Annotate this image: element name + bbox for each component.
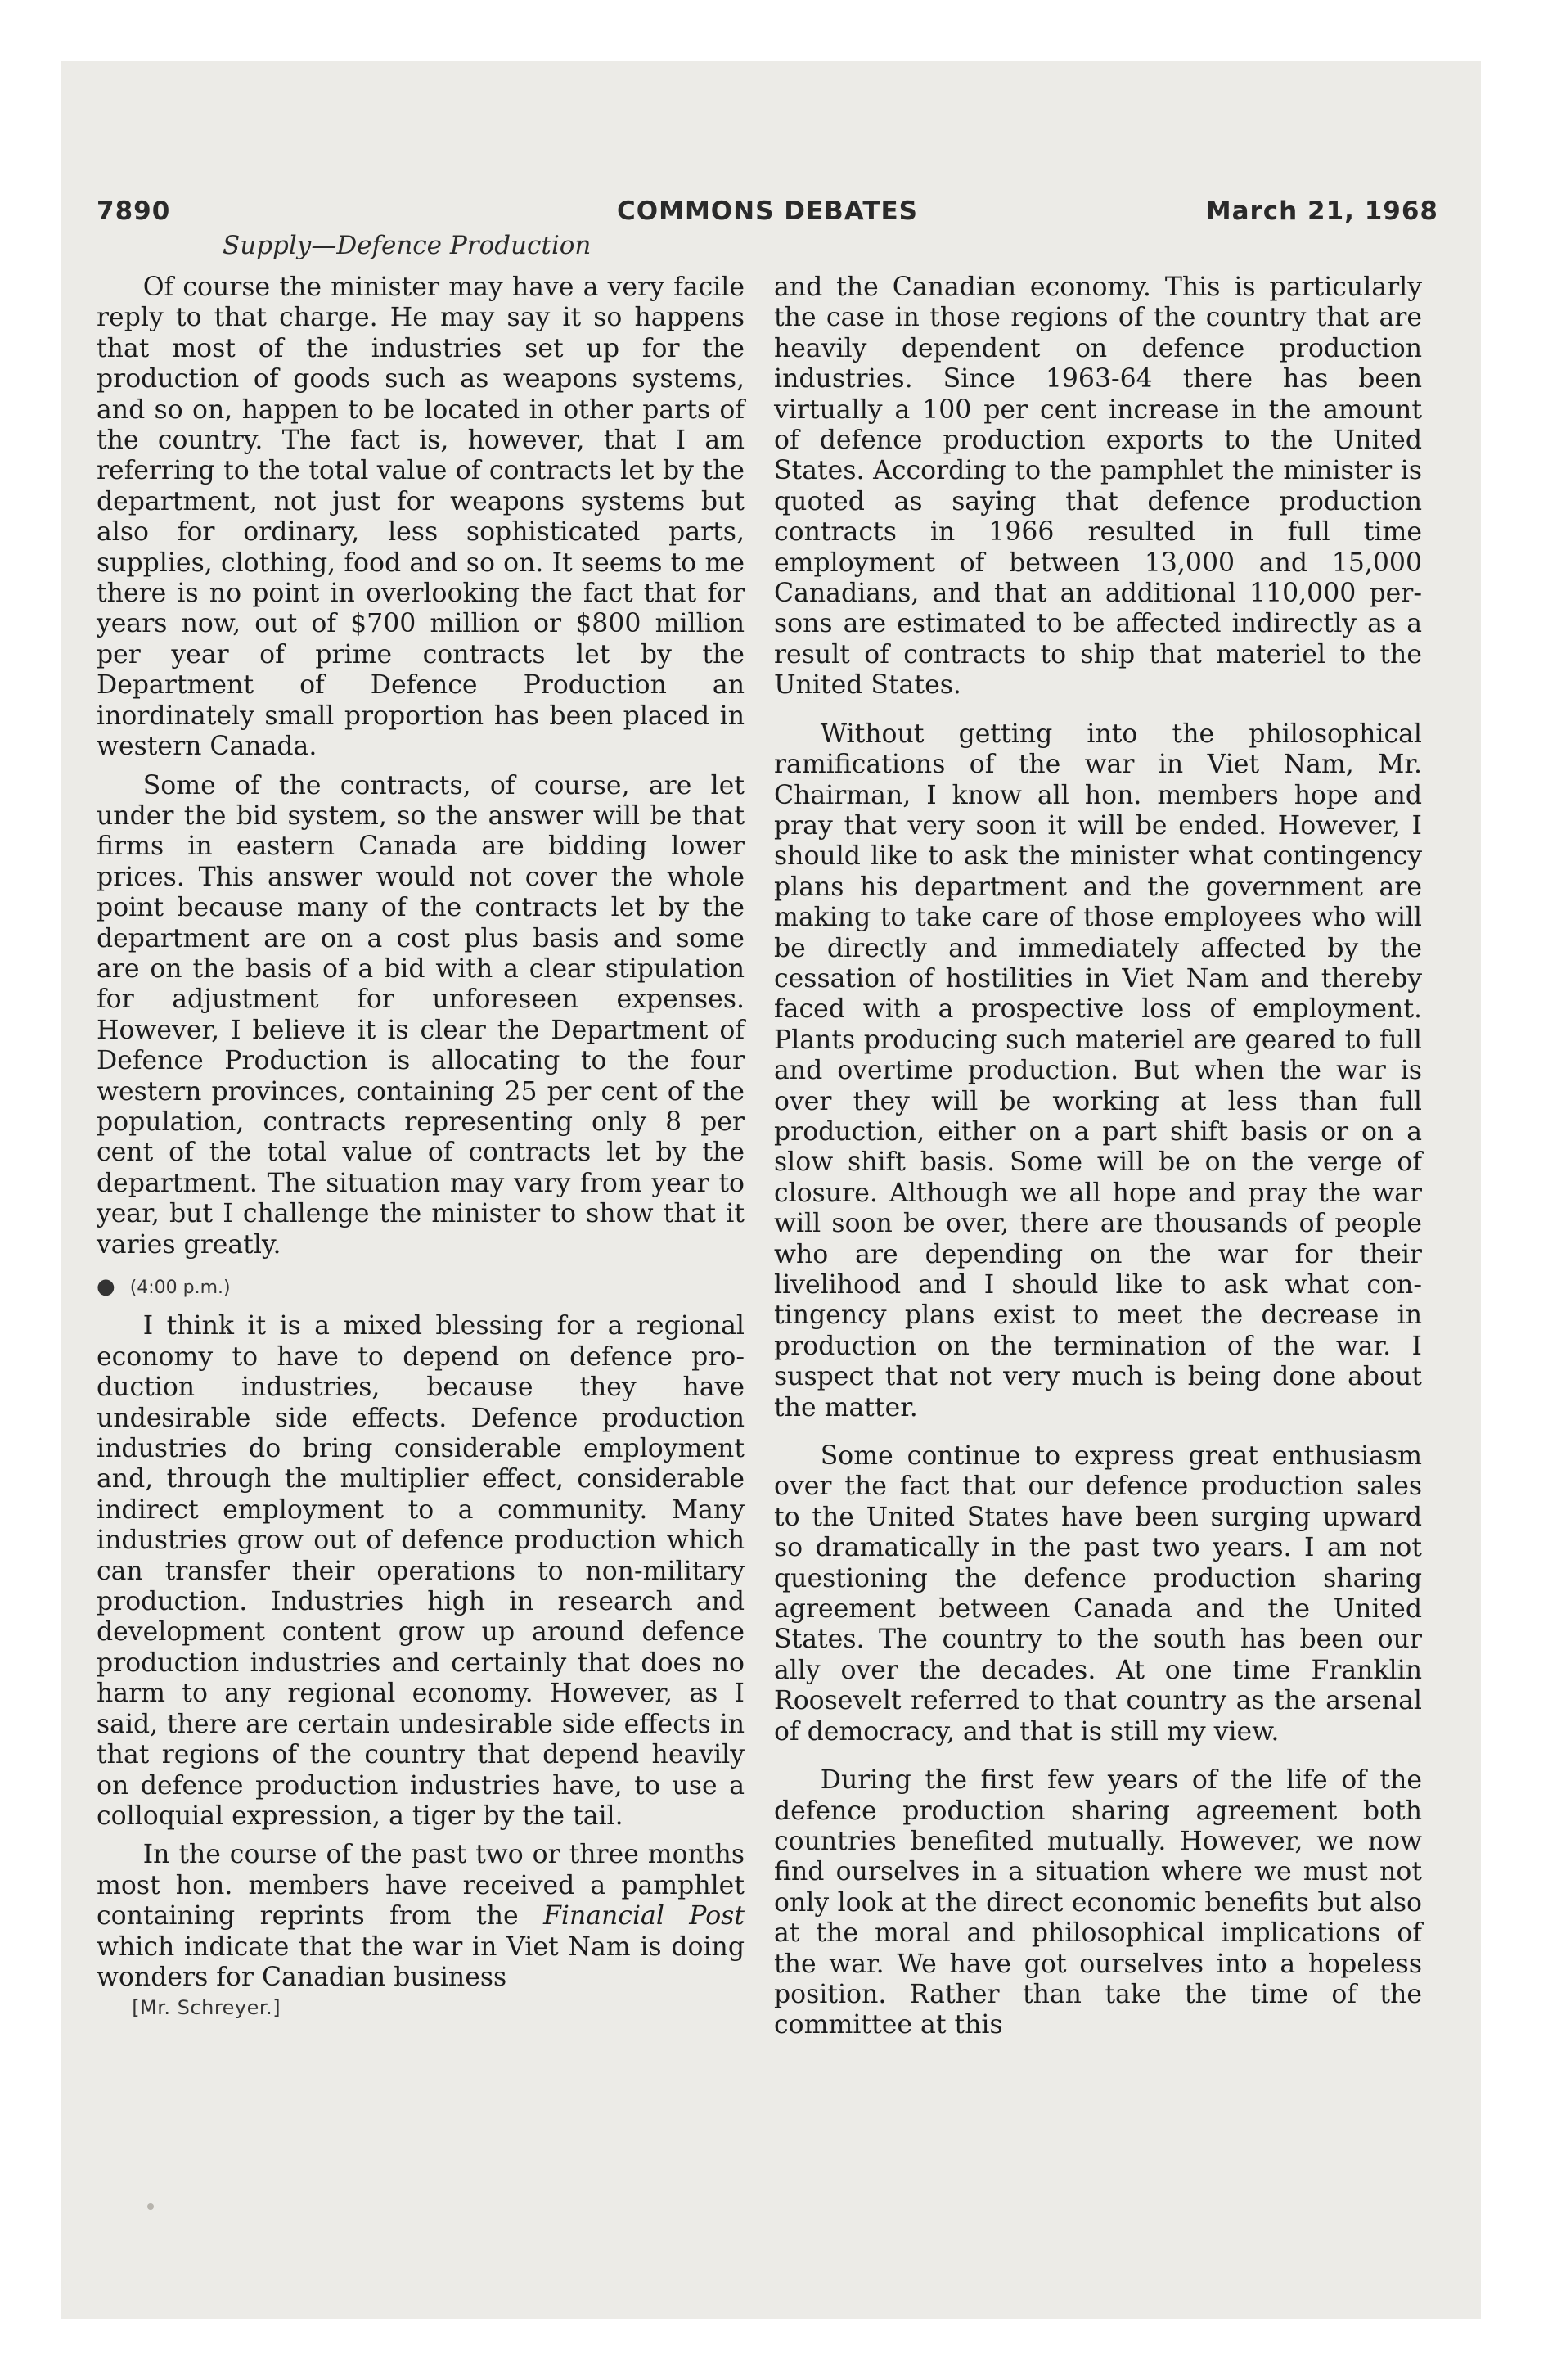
publication-date: March 21, 1968: [1205, 196, 1438, 226]
left-paragraph-2: Some of the contracts, of course, are let under the bid system, so the answer will be that firms in eastern Canada are bidding lower prices. This answer would not cover the whole point because many of the contracts let by the department are on a cost plus basis and some are on the basis of a bid with a clear stipulation for adjustment for unforeseen expenses. However, I believe it is clear the Department of Defence Production is allocating to the four western provinces, containing 25 per cent of the population, contracts representing only 8 per cent of the total value of contracts let by the department. The situation may vary from year to year, but I challenge the minister to show that it varies greatly.: [97, 770, 745, 1260]
section-subhead: Supply—Defence Production: [223, 231, 592, 260]
speaker-attribution: [Mr. Schreyer.]: [132, 1996, 281, 2020]
left-paragraph-4-text-b: which indicate that the war in Viet Nam is doing wonders for Canadian business: [97, 1931, 745, 1992]
time-stamp: (4:00 p.m.): [129, 1278, 231, 1298]
page-number: 7890: [97, 196, 171, 226]
left-paragraph-4-text-a: In the course of the past two or three months most hon. members have received a pamphlet containing reprints from the: [97, 1840, 745, 1931]
publication-name: Financial Post: [543, 1901, 745, 1931]
right-paragraph-3: Some continue to express great enthusiasm over the fact that our defence production sales to the United States have been surging upward so dramatically in the past two years. I am not questioning the defence production sharing agreement between Canada and the United States. The country to the south has been our ally over the decades. At one time Franklin Roosevelt referred to that country as the arsenal of democracy, and that is still my view.: [774, 1441, 1422, 1747]
left-column: [97, 273, 745, 2024]
left-paragraph-4: [97, 1840, 745, 1993]
right-column: [774, 273, 1422, 2041]
right-paragraph-1: and the Canadian economy. This is particularly the case in those regions of the country that are heavily dependent on defence production industries. Since 1963-64 there has been virtually a 100 per cent increase in the amount of defence production exports to the United States. According to the pamphlet the minister is quoted as saying that defence production contracts in 1966 resulted in full time employment of between 13,000 and 15,000 Canadians, and that an additional 110,000 persons are estimated to be affected indirectly as a result of contracts to ship that materiel to the United States.: [774, 273, 1422, 701]
publication-title: COMMONS DEBATES: [617, 196, 918, 226]
left-paragraph-1: Of course the minister may have a very facile reply to that charge. He may say it so happens that most of the industries set up for the production of goods such as weapons systems, and so on, happen to be located in other parts of the country. The fact is, however, that I am referring to the total value of contracts let by the department, not just for weapons systems but also for ordinary, less sophisticated parts, supplies, clothing, food and so on. It seems to me there is no point in overlooking the fact that for years now, out of $700 million or $800 million per year of prime contracts let by the Department of Defence Production an inordinately small proportion has been placed in western Canada.: [97, 273, 745, 762]
scan-speck: [147, 2203, 154, 2210]
left-paragraph-3: I think it is a mixed blessing for a regional economy to have to depend on defence production industries, because they have undesirable side effects. Defence production industries do bring considerable employment and, through the multiplier effect, considerable indirect employment to a community. Many industries grow out of defence production which can transfer their operations to non-military production. Industries high in research and development content grow up around defence production industries and certainly that does no harm to any regional economy. However, as I said, there are certain undesirable side effects in that regions of the country that depend heavily on defence production industries have, to use a colloquial expression, a tiger by the tail.: [97, 1311, 745, 1831]
time-marker: [97, 1272, 745, 1303]
right-paragraph-2: Without getting into the philosophical ramifications of the war in Viet Nam, Mr. Chairman, I know all hon. members hope and pray that very soon it will be ended. However, I should like to ask the minister what contingency plans his department and the government are making to take care of those employees who will be directly and immediately affected by the cessation of hostilities in Viet Nam and thereby faced with a prospective loss of employment. Plants producing such materiel are geared to full and overtime production. But when the war is over they will be working at less than full production, either on a part shift basis or on a slow shift basis. Some will be on the verge of closure. Although we all hope and pray the war will soon be over, there are thousands of people who are depending on the war for their livelihood and I should like to ask what contingency plans exist to meet the decrease in production on the termination of the war. I suspect that not very much is being done about the matter.: [774, 719, 1422, 1422]
right-paragraph-4: During the first few years of the life of the defence production sharing agreement both countries benefited mutually. However, we now find ourselves in a situation where we must not only look at the direct economic benefits but also at the moral and philosophical implications of the war. We have got ourselves into a hopeless position. Rather than take the time of the committee at this: [774, 1765, 1422, 2040]
bullet-icon: ●: [97, 1274, 115, 1299]
